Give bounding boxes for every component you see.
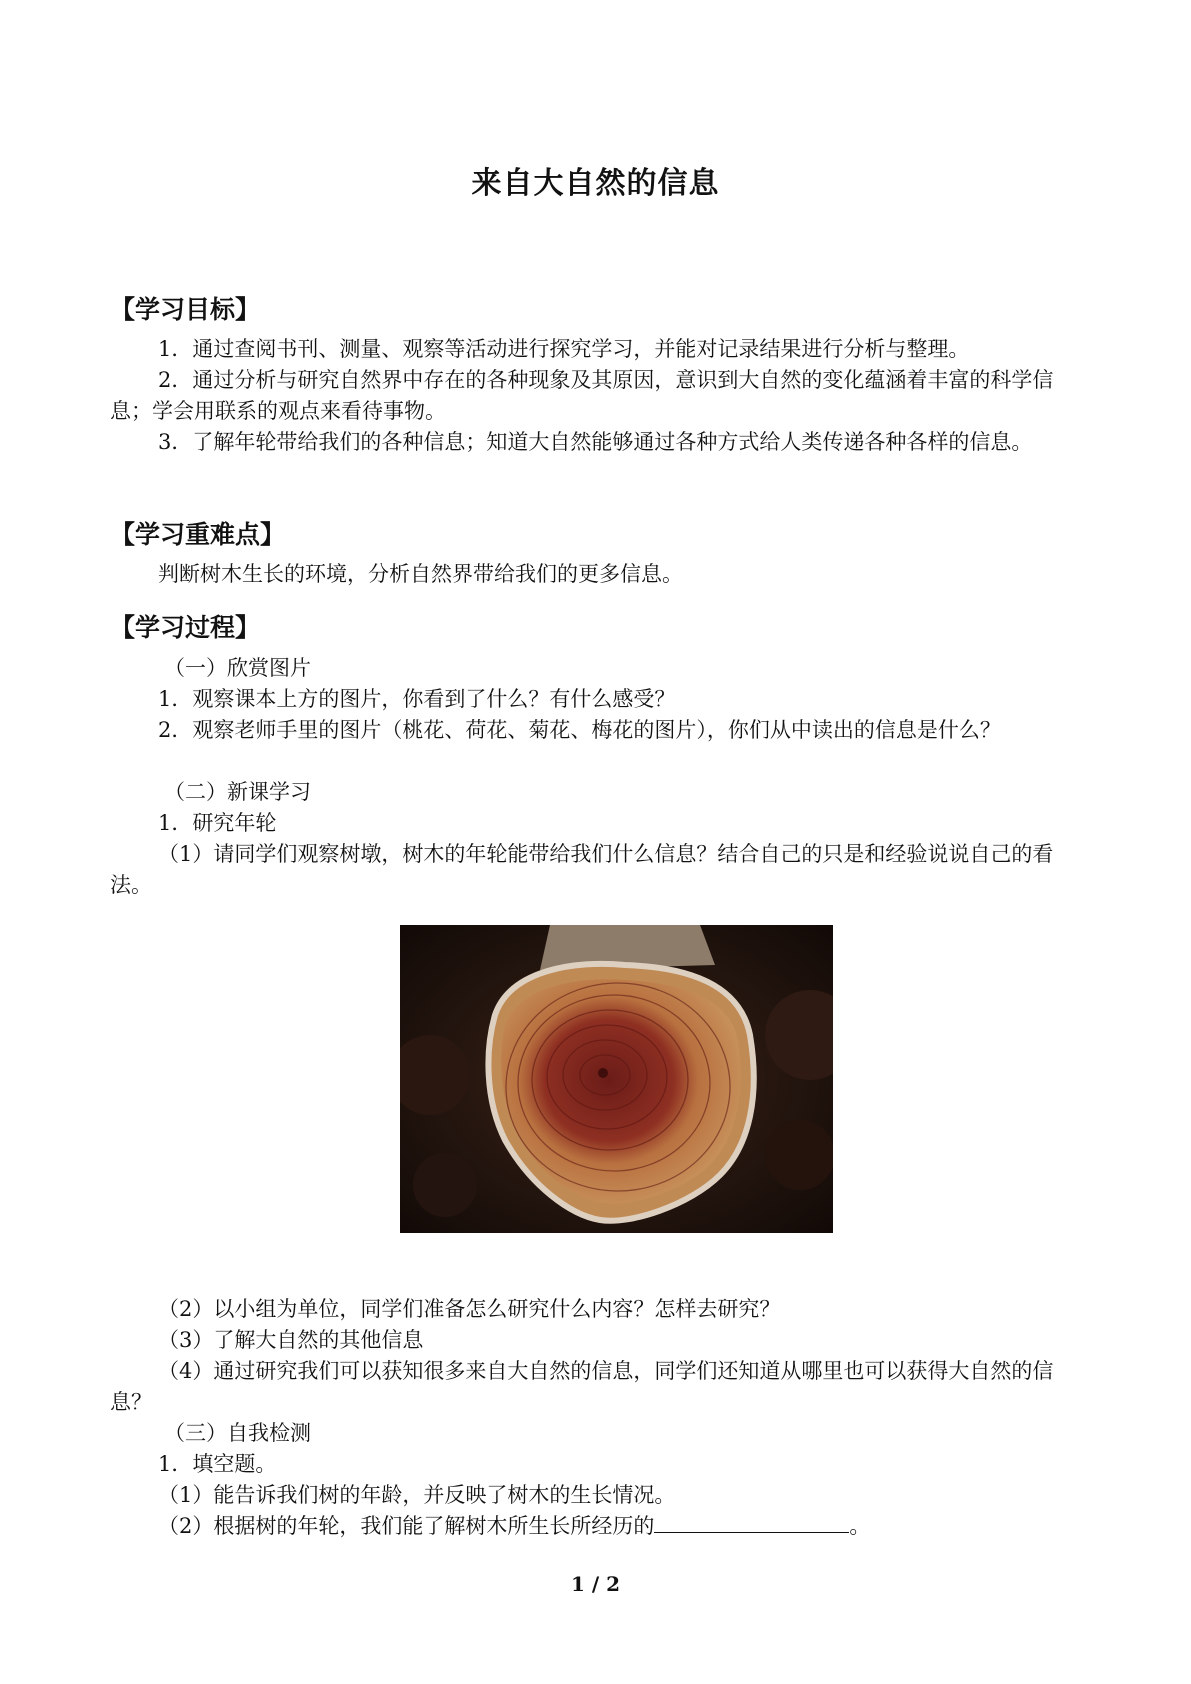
part1-item-1: 1．观察课本上方的图片，你看到了什么？有什么感受？ xyxy=(158,687,676,711)
part2-question-2: （2）以小组为单位，同学们准备怎么研究什么内容？怎样去研究？ xyxy=(158,1297,781,1321)
part2-subheading: 1．研究年轮 xyxy=(158,811,277,835)
question-2-prefix: （2）根据树的年轮，我们能了解树木所生长所经历的 xyxy=(158,1514,655,1538)
part1-heading: （一）欣赏图片 xyxy=(164,656,311,680)
part1-item-2: 2．观察老师手里的图片（桃花、荷花、菊花、梅花的图片），你们从中读出的信息是什么？ xyxy=(158,718,1001,742)
page-title: 来自大自然的信息 xyxy=(471,166,720,201)
goal-item-1: 1．通过查阅书刊、测量、观察等活动进行探究学习，并能对记录结果进行分析与整理。 xyxy=(158,337,970,361)
part2-question-4: （4）通过研究我们可以获知很多来自大自然的信息，同学们还知道从哪里也可以获得大自然的信息？ xyxy=(110,1359,1054,1414)
part2-heading: （二）新课学习 xyxy=(164,780,311,804)
key-points-heading: 【学习重难点】 xyxy=(110,520,286,549)
goal-item-3: 3．了解年轮带给我们的各种信息；知道大自然能够通过各种方式给人类传递各种各样的信息。 xyxy=(158,430,1033,454)
part2-question-1: （1）请同学们观察树墩，树木的年轮能带给我们什么信息？结合自己的只是和经验说说自己的看法。 xyxy=(110,842,1054,897)
part3-question-2 xyxy=(110,1511,1085,1542)
process-heading: 【学习过程】 xyxy=(110,613,261,642)
page-number: 1 / 2 xyxy=(570,1572,621,1596)
goals-heading: 【学习目标】 xyxy=(110,295,261,324)
question-2-suffix: 。 xyxy=(849,1514,871,1538)
part3-question-1: （1）能告诉我们树的年龄，并反映了树木的生长情况。 xyxy=(158,1483,676,1507)
goal-item-2: 2．通过分析与研究自然界中存在的各种现象及其原因，意识到大自然的变化蕴涵着丰富的科学信息；学会用联系的观点来看待事物。 xyxy=(110,368,1054,423)
answer-blank[interactable] xyxy=(654,1512,849,1533)
key-points-text: 判断树木生长的环境，分析自然界带给我们的更多信息。 xyxy=(158,562,683,586)
part2-question-3: （3）了解大自然的其他信息 xyxy=(158,1328,424,1352)
part3-heading: （三）自我检测 xyxy=(164,1421,311,1445)
tree-rings-photo xyxy=(400,925,833,1233)
part3-subheading: 1．填空题。 xyxy=(158,1452,277,1476)
